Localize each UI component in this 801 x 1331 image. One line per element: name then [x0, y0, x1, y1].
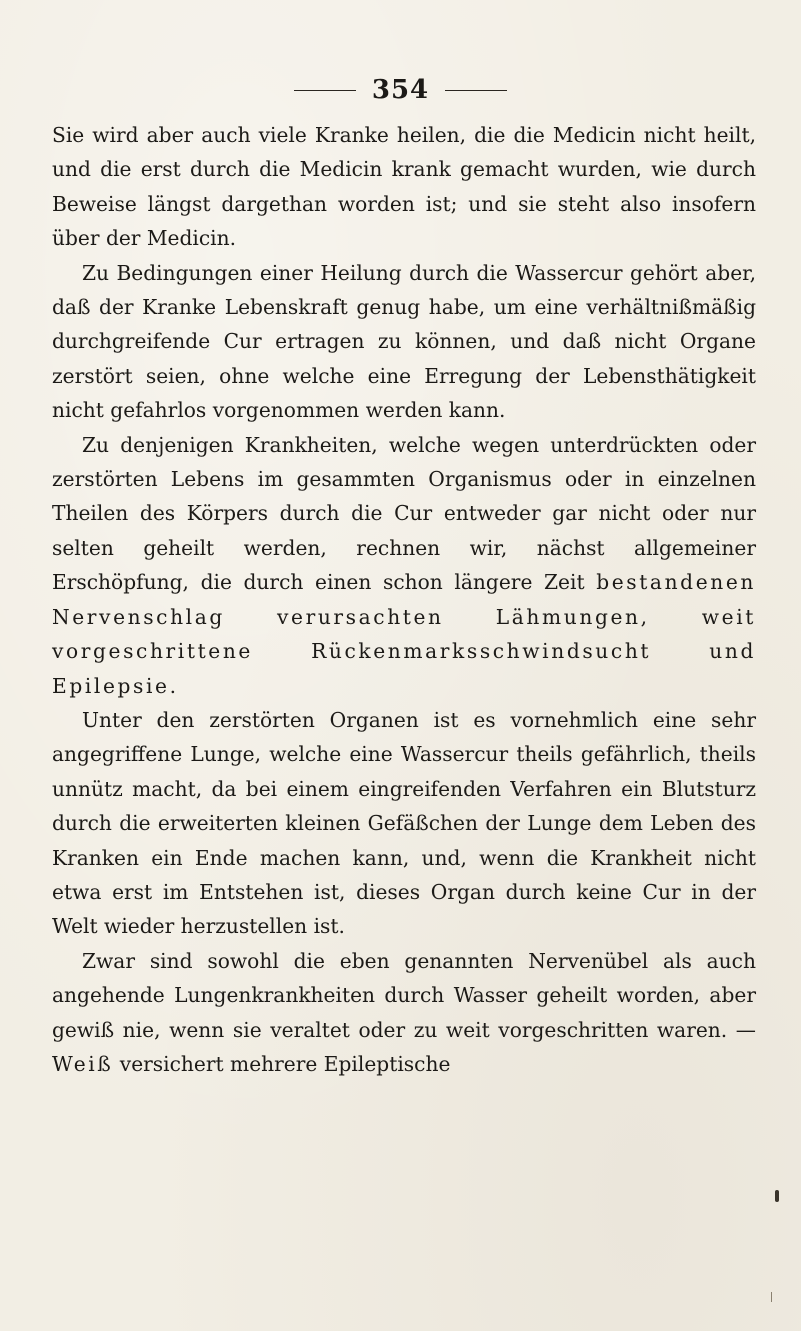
page-number: 354: [371, 75, 430, 105]
ink-speck: [775, 1190, 779, 1202]
paragraph-5-text: Zwar sind sowohl die eben genannten Nervenübel als auch angehende Lungenkrankheiten durch Wasser geheilt worden, aber gewiß nie, wenn sie veraltet oder zu weit vorgeschritten waren. —: [52, 948, 756, 1042]
paragraph-2: Zu Bedingungen einer Heilung durch die Wassercur gehört aber, daß der Kranke Lebenskraft genug habe, um eine verhältnißmäßig durchgreifende Cur ertragen zu können, und daß nicht Organe zerstört seien, ohne welche eine Erregung der Lebensthätigkeit nicht gefahrlos vorgenommen werden kann.: [52, 260, 756, 423]
author-name-weiss: Weiß: [52, 1051, 114, 1076]
body-text: [52, 118, 756, 1081]
paragraph-4: Unter den zerstörten Organen ist es vornehmlich eine sehr angegriffene Lunge, welche eine Wassercur theils gefährlich, theils unnütz macht, da bei einem eingreifenden Verfahren ein Blutsturz durch die erweiterten kleinen Gefäßchen der Lunge dem Leben des Kranken ein Ende machen kann, und, wenn die Krankheit nicht etwa erst im Entstehen ist, dieses Organ durch keine Cur in der Welt wieder herzustellen ist.: [52, 707, 756, 939]
header-rule-left: [294, 90, 356, 91]
paragraph-5: [52, 944, 756, 1082]
paragraph-3-text: Zu denjenigen Krankheiten, welche wegen unterdrückten oder zerstörten Lebens im gesammten Organismus oder in einzelnen Theilen des Körpers durch die Cur entweder gar nicht oder nur selten geheilt werden, rechnen wir, nächst allgemeiner Erschöpfung, die durch einen schon längere Zeit: [52, 432, 756, 595]
paragraph-1: Sie wird aber auch viele Kranke heilen, die die Medicin nicht heilt, und die erst durch die Medicin krank gemacht wurden, wie durch Beweise längst dargethan worden ist; und sie steht also insofern über der Medicin.: [52, 123, 756, 251]
ink-speck-faint: [771, 1292, 775, 1302]
paragraph-3-spaced-text: bestandenen Nervenschlag verursachten Lähmungen, weit vorgeschrittene Rückenmarksschwindsucht und Epilepsie.: [52, 570, 756, 698]
header-rule-right: [445, 90, 507, 91]
page-header: [0, 72, 801, 108]
paragraph-3: [52, 428, 756, 703]
paragraph-5-text-end: versichert mehrere Epileptische: [113, 1051, 451, 1076]
